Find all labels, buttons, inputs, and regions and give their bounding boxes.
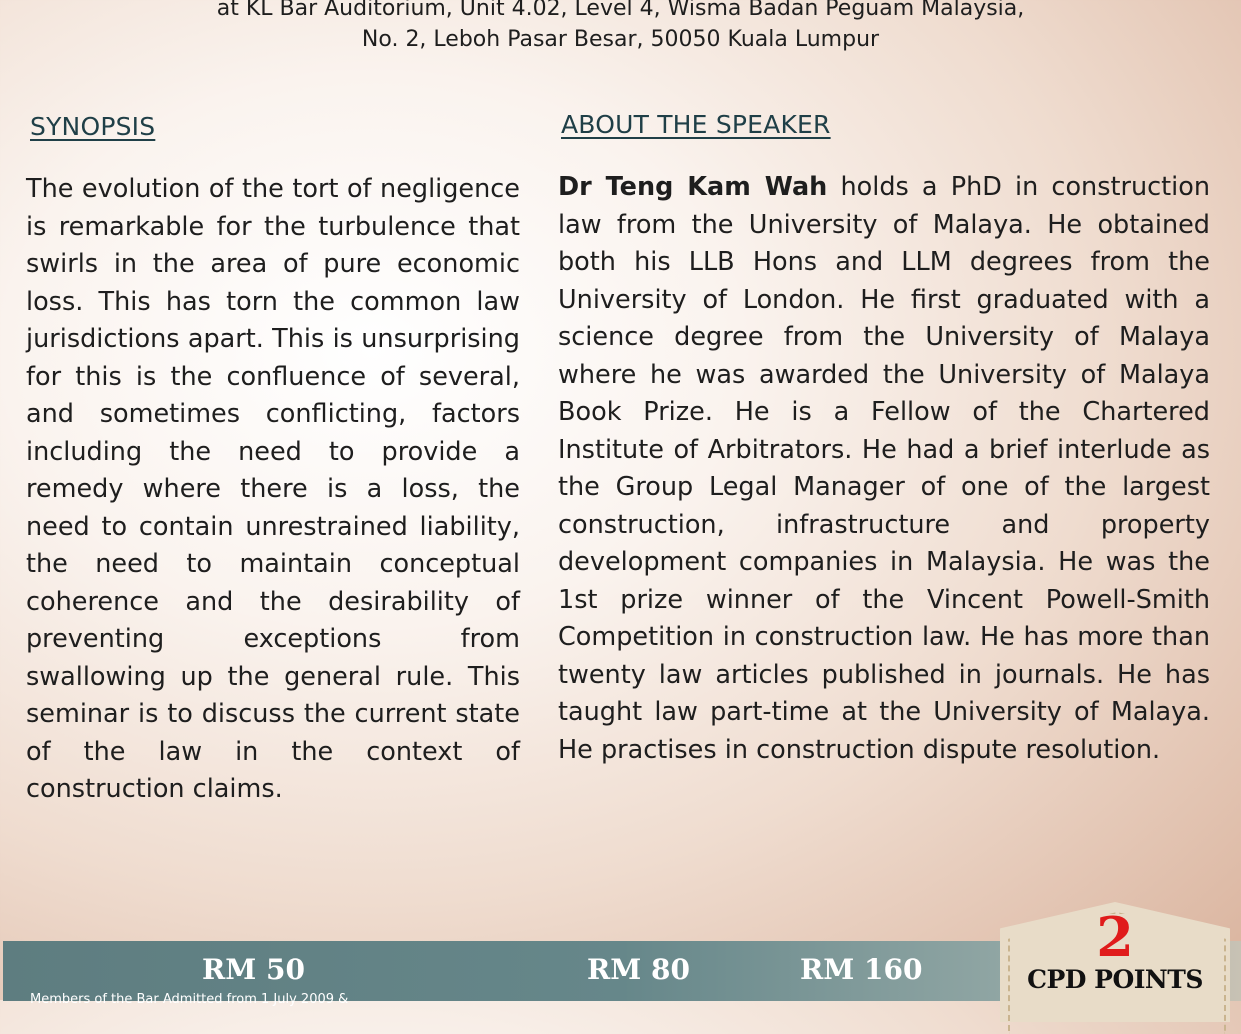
venue-line-1: at KL Bar Auditorium, Unit 4.02, Level 4, Wisma Badan Peguam Malaysia, <box>216 0 1025 21</box>
speaker-bio <box>558 169 1210 769</box>
speaker-bio-text: holds a PhD in construction law from the University of Malaya. He obtained both his LLB Hons and LLM degrees from the University of London. He first graduated with a science degree from the University of Malaya where he was awarded the University of Malaya Book Prize. He is a Fellow of the Chartered Institute of Arbitrators. He had a brief interlude as the Group Legal Manager of one of the largest construction, infrastructure and property development companies in Malaysia. He was the 1st prize winner of the Vincent Powell-Smith Competition in construction law. He has more than twenty law articles published in journals. He has taught law part-time at the University of Malaya. He practises in construction dispute resolution. <box>558 172 1210 765</box>
fee-price-1: RM 50 <box>202 953 305 986</box>
cpd-points-number: 2 <box>1096 905 1134 969</box>
cpd-points-label: CPD POINTS <box>1027 965 1203 994</box>
fee-price-3: RM 160 <box>800 953 923 986</box>
synopsis-heading: SYNOPSIS <box>30 112 156 141</box>
fee-footnote: Members of the Bar Admitted from 1 July 2009 & <box>30 992 349 1007</box>
synopsis-text: The evolution of the tort of negligence is remarkable for the turbulence that swirls in the area of pure economic loss. This has torn the common law jurisdictions apart. This is unsurprising for this is the confluence of several, and sometimes conflicting, factors including the need to provide a remedy where there is a loss, the need to contain unrestrained liability, the need to maintain conceptual coherence and the desirability of preventing exceptions from swallowing up the general rule. This seminar is to discuss the current state of the law in the context of construction claims. <box>26 174 520 804</box>
speaker-name: Dr Teng Kam Wah <box>558 172 828 202</box>
speaker-heading: ABOUT THE SPEAKER <box>561 110 831 139</box>
fee-price-2: RM 80 <box>587 953 690 986</box>
venue-line-2: No. 2, Leboh Pasar Besar, 50050 Kuala Lumpur <box>361 27 880 52</box>
